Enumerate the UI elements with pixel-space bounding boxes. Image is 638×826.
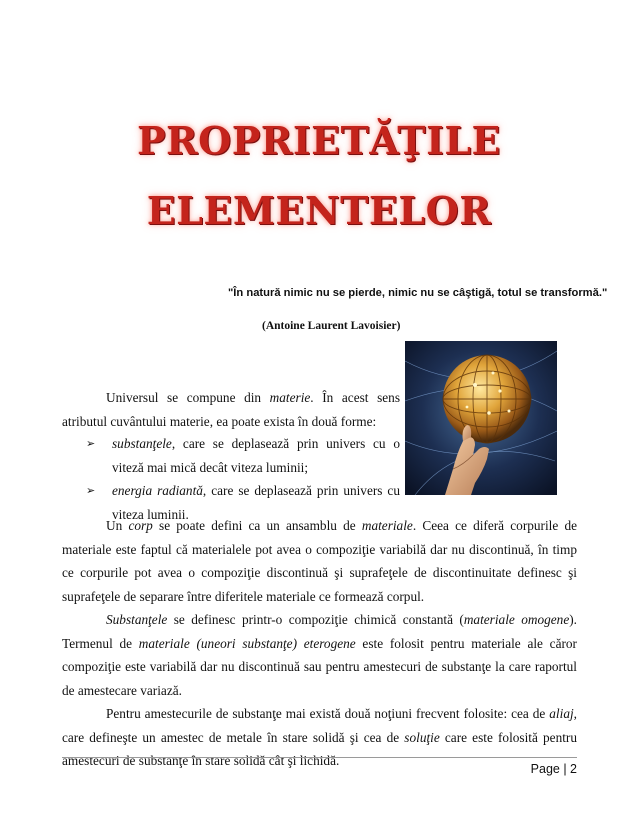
arrow-bullet-icon: ➢ xyxy=(86,437,96,450)
text-run: este folosit pentru materiale ale căror compoziţie este variabilă dar nu discontinuă sau pentru amestecuri de substanţe la care raportul de amestecare variază. xyxy=(62,635,577,698)
title-line-2: ELEMENTELOR xyxy=(146,188,492,233)
paragraph-substante xyxy=(62,608,577,702)
text-run: , care se deplasează prin univers cu o viteză mai mică decât viteza luminii; xyxy=(112,436,400,475)
term-materie: materie xyxy=(269,390,311,405)
text-run: . Ceea ce diferă corpurile de materiale este faptul că materialele pot avea o compoziţie variabilă dar nu discontinuă, în timp ce corpurile pot avea o compoziţie discontinuă şi suprafeţele de discontinuitate definesc şi suprafeţele de separare între diferitele materiale ce formează corpul. xyxy=(62,518,578,604)
text-run: care este folosită pentru amestecuri de substanţe în stare solidă cât şi lichidă. xyxy=(62,729,577,768)
paragraph-intro xyxy=(62,386,400,433)
globe-illustration xyxy=(405,341,557,495)
text-run: Pentru amestecurile de substanţe mai există două noţiuni frecvent folosite: cea de xyxy=(106,706,550,721)
title-line-1: PROPRIETĂŢILE xyxy=(136,118,502,163)
bullet-list xyxy=(62,432,400,526)
term-corp: corp xyxy=(128,518,153,533)
text-run: se poate defini ca un ansamblu de xyxy=(152,518,362,533)
text-run: se definesc printr-o compoziţie chimică constantă ( xyxy=(167,612,464,627)
term-energia-radianta: energia radiantă xyxy=(112,483,203,498)
text-run: ). Termenul de xyxy=(62,612,577,651)
page-number: Page | 2 xyxy=(530,762,577,776)
term-aliaj: aliaj xyxy=(549,706,574,721)
term-substantele: Substanţele xyxy=(106,612,168,627)
text-run: . În acest sens atributul cuvântului materie, ea poate exista în două forme: xyxy=(62,390,400,429)
term-materiale-omogene: materiale omogene xyxy=(463,612,570,627)
footer-divider xyxy=(62,757,577,758)
term-substantele: substanţele xyxy=(112,436,172,451)
text-run: , care defineşte un amestec de metale în stare solidă şi cea de xyxy=(62,706,577,745)
term-materiale-eterogene: materiale (uneori substanţe) eterogene xyxy=(138,635,356,651)
text-run: , care se deplasează prin univers cu viteza luminii. xyxy=(112,483,400,522)
list-item xyxy=(62,432,400,479)
term-solutie: soluţie xyxy=(404,729,440,745)
text-run: Universul se compune din xyxy=(106,390,270,405)
epigraph-quote: "În natură nimic nu se pierde, nimic nu se câştigă, totul se transformă." xyxy=(228,287,608,299)
paragraph-amestecuri xyxy=(62,702,577,773)
epigraph-author: (Antoine Laurent Lavoisier) xyxy=(262,320,401,332)
text-run: Un xyxy=(106,518,129,533)
atom-globe-hand-image xyxy=(405,341,557,495)
paragraph-corp xyxy=(62,514,577,608)
term-materiale: materiale xyxy=(361,518,413,533)
arrow-bullet-icon: ➢ xyxy=(86,484,96,497)
